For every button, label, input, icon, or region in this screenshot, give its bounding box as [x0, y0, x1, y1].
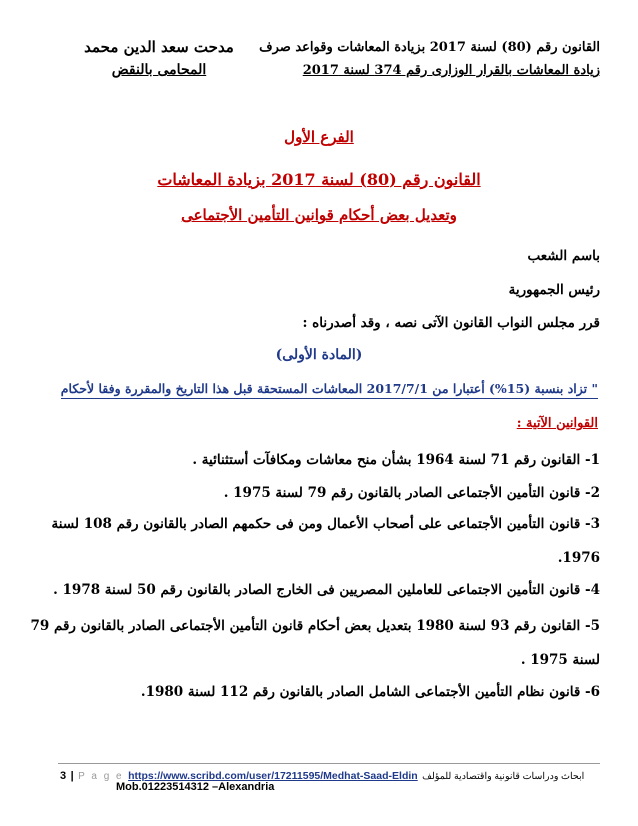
branch-title: الفرع الأول — [284, 128, 354, 146]
law-title: القانون رقم (80) لسنة 2017 بزيادة المعاشات — [157, 170, 481, 189]
header-author — [84, 38, 234, 78]
page-number: 3 — [60, 770, 67, 782]
footer-separator: | — [70, 770, 74, 782]
article-title: (المادة الأولى) — [275, 347, 363, 363]
law-item-5: 5- القانون رقم 93 لسنة 1980 بتعديل بعض أحكام قانون التأمين الأجتماعى الصادر بالقانون رقم 79 — [30, 618, 600, 634]
author-title: المحامى بالنقض — [111, 62, 207, 78]
law-item-5-continued: لسنة 1975 . — [520, 652, 600, 668]
scribd-link[interactable]: https://www.scribd.com/user/17211595/Medhat-Saad-Eldin — [128, 770, 418, 782]
law-item-3-continued: 1976. — [557, 550, 600, 566]
law-item-6: 6- قانون نظام التأمين الأجتماعى الشامل الصادر بالقانون رقم 112 لسنة 1980. — [140, 684, 600, 700]
page-word: P a g e — [78, 771, 124, 782]
header-law-reference — [259, 40, 600, 78]
law-item-2: 2- قانون التأمين الأجتماعى الصادر بالقانون رقم 79 لسنة 1975 . — [223, 485, 600, 501]
amendment-title: وتعديل بعض أحكام قوانين التأمين الأجتماعى — [181, 206, 457, 224]
header-line-2: زيادة المعاشات بالقرار الوزارى رقم 374 لسنة 2017 — [302, 63, 600, 78]
footer-author-note: ابحاث ودراسات قانونية واقتصادية للمؤلف — [422, 771, 585, 782]
footer-contact: Mob.01223514312 –Alexandria — [116, 781, 275, 793]
increase-clause — [61, 381, 598, 396]
people-line: باسم الشعب — [527, 248, 600, 264]
footer-divider — [58, 763, 600, 764]
header-line-1: القانون رقم (80) لسنة 2017 بزيادة المعاشات وقواعد صرف — [259, 40, 600, 55]
increase-underline — [61, 398, 598, 399]
author-name: مدحت سعد الدين محمد — [84, 38, 234, 56]
law-item-1: 1- القانون رقم 71 لسنة 1964 بشأن منح معاشات ومكافآت أستثنائية . — [192, 452, 600, 468]
laws-heading: القوانين الآتية : — [516, 416, 598, 431]
law-item-3: 3- قانون التأمين الأجتماعى على أصحاب الأعمال ومن فى حكمهم الصادر بالقانون رقم 108 لسنة — [51, 516, 600, 532]
council-line: قرر مجلس النواب القانون الآتى نصه ، وقد أصدرناه : — [302, 315, 600, 331]
increase-clause-text: " تزاد بنسبة (15%) أعتبارا من 2017/7/1 المعاشات المستحقة قبل هذا التاريخ والمقررة وفقا لأحكام — [60, 381, 598, 396]
law-item-4: 4- قانون التأمين الاجتماعى للعاملين المصريين فى الخارج الصادر بالقانون رقم 50 لسنة 1978 . — [53, 582, 600, 598]
president-line: رئيس الجمهورية — [508, 282, 600, 298]
